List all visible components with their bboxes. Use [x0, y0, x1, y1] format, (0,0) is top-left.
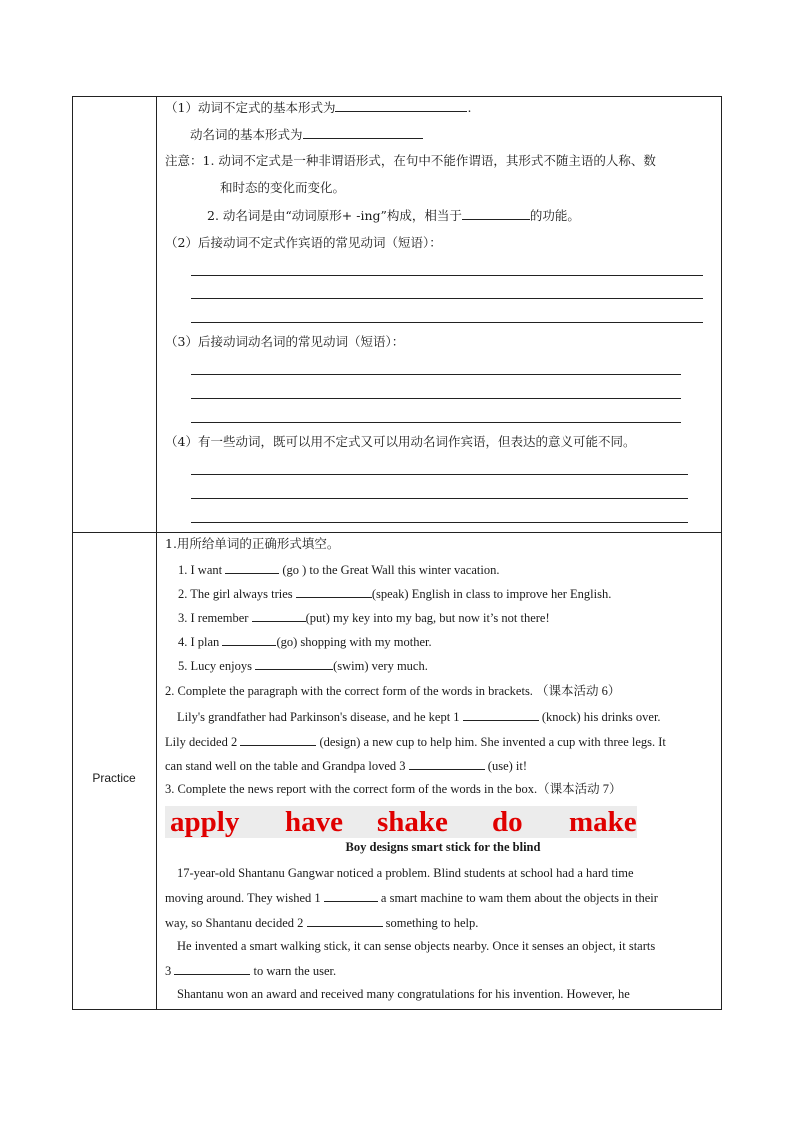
note-1b: 和时态的变化而变化。 — [220, 180, 346, 195]
exercise-1-item — [178, 609, 550, 626]
grammar-q1-text: （1）动词不定式的基本形式为 — [165, 100, 336, 115]
exercise-1-item — [178, 561, 499, 578]
paragraph-text: Lily decided 2 — [165, 735, 241, 749]
answer-line[interactable] — [191, 498, 688, 499]
item-text: (speak) English in class to improve her English. — [371, 587, 612, 601]
exercise-1-item — [178, 585, 611, 602]
answer-blank[interactable] — [255, 657, 333, 670]
word-box-item: do — [492, 806, 523, 838]
article-line: Shantanu won an award and received many congratulations for his invention. However, he — [177, 987, 630, 1001]
item-text: (swim) very much. — [333, 659, 428, 673]
answer-blank[interactable] — [409, 757, 485, 770]
grammar-q3: （3）后接动词动名词的常见动词（短语）： — [165, 334, 405, 349]
answer-blank[interactable] — [462, 207, 530, 220]
row-divider — [73, 532, 721, 533]
item-text: (go ) to the Great Wall this winter vacation. — [279, 563, 500, 577]
item-text: 3. I remember — [178, 611, 252, 625]
answer-line[interactable] — [191, 422, 681, 423]
answer-line[interactable] — [191, 522, 688, 523]
word-box-item: apply — [170, 806, 240, 838]
practice-label: Practice — [92, 771, 136, 785]
grammar-q1-line — [165, 99, 471, 116]
article-line: 17-year-old Shantanu Gangwar noticed a problem. Blind students at school had a hard time — [177, 866, 634, 880]
answer-line[interactable] — [191, 474, 688, 475]
word-box-item: shake — [377, 806, 448, 838]
article-line — [165, 889, 658, 906]
article-text: something to help. — [382, 916, 479, 930]
exercise-3-title: 3. Complete the news report with the correct form of the words in the box.（课本活动 7） — [165, 782, 622, 796]
answer-blank[interactable] — [174, 962, 250, 975]
answer-blank[interactable] — [335, 99, 467, 112]
exercise-1-item — [178, 657, 428, 674]
paragraph-text: can stand well on the table and Grandpa loved 3 — [165, 759, 409, 773]
grammar-q1b-line — [190, 126, 423, 143]
answer-blank[interactable] — [225, 561, 279, 574]
item-text: 2. The girl always tries — [178, 587, 296, 601]
answer-blank[interactable] — [296, 585, 372, 598]
exercise-2-line — [165, 757, 527, 774]
item-text: 4. I plan — [178, 635, 223, 649]
exercise-2-line — [177, 708, 661, 725]
note-1a: 注意：1. 动词不定式是一种非谓语形式，在句中不能作谓语，其形式不随主语的人称、数 — [165, 153, 656, 168]
item-text: 5. Lucy enjoys — [178, 659, 256, 673]
note-2a: 2. 动名词是由“动词原形+ -ing”构成，相当于 — [207, 208, 462, 223]
note-2b: 的功能。 — [529, 208, 580, 223]
word-box-item: make — [569, 806, 637, 838]
item-text: (put) my key into my bag, but now it’s not there! — [305, 611, 550, 625]
article-title: Boy designs smart stick for the blind — [345, 840, 541, 854]
grammar-q1-end: . — [467, 100, 472, 115]
article-text: way, so Shantanu decided 2 — [165, 916, 307, 930]
exercise-1-item — [178, 633, 432, 650]
word-box-item: have — [285, 806, 343, 838]
grammar-q1b-text: 动名词的基本形式为 — [190, 127, 303, 142]
answer-blank[interactable] — [240, 733, 316, 746]
paragraph-text: (use) it! — [484, 759, 528, 773]
answer-line[interactable] — [191, 374, 681, 375]
answer-line[interactable] — [191, 298, 703, 299]
article-text: moving around. They wished 1 — [165, 891, 324, 905]
article-text: 3 — [165, 964, 175, 978]
article-line — [165, 914, 478, 931]
paragraph-text: Lily's grandfather had Parkinson's disease, and he kept 1 — [177, 710, 463, 724]
answer-blank[interactable] — [463, 708, 539, 721]
article-line: He invented a smart walking stick, it can sense objects nearby. Once it senses an object, it starts — [177, 939, 656, 953]
article-text: to warn the user. — [250, 964, 337, 978]
exercise-1-title: 1.用所给单词的正确形式填空。 — [165, 536, 340, 551]
article-line — [165, 962, 336, 979]
article-text: a smart machine to wam them about the objects in their — [377, 891, 658, 905]
grammar-q4: （4）有一些动词，既可以用不定式又可以用动名词作宾语，但表达的意义可能不同。 — [165, 434, 636, 449]
exercise-2-title: 2. Complete the paragraph with the correct form of the words in brackets. （课本活动 6） — [165, 684, 621, 698]
note-2-line — [207, 207, 580, 224]
item-text: (go) shopping with my mother. — [276, 635, 432, 649]
answer-blank[interactable] — [307, 914, 383, 927]
paragraph-text: (knock) his drinks over. — [538, 710, 661, 724]
answer-blank[interactable] — [324, 889, 378, 902]
answer-line[interactable] — [191, 322, 703, 323]
answer-line[interactable] — [191, 275, 703, 276]
answer-blank[interactable] — [252, 609, 306, 622]
answer-line[interactable] — [191, 398, 681, 399]
column-divider — [156, 97, 157, 1009]
grammar-q2: （2）后接动词不定式作宾语的常见动词（短语）： — [165, 235, 442, 250]
answer-blank[interactable] — [303, 126, 423, 139]
item-text: 1. I want — [178, 563, 226, 577]
exercise-2-line — [165, 733, 666, 750]
paragraph-text: (design) a new cup to help him. She invented a cup with three legs. It — [316, 735, 666, 749]
answer-blank[interactable] — [222, 633, 276, 646]
